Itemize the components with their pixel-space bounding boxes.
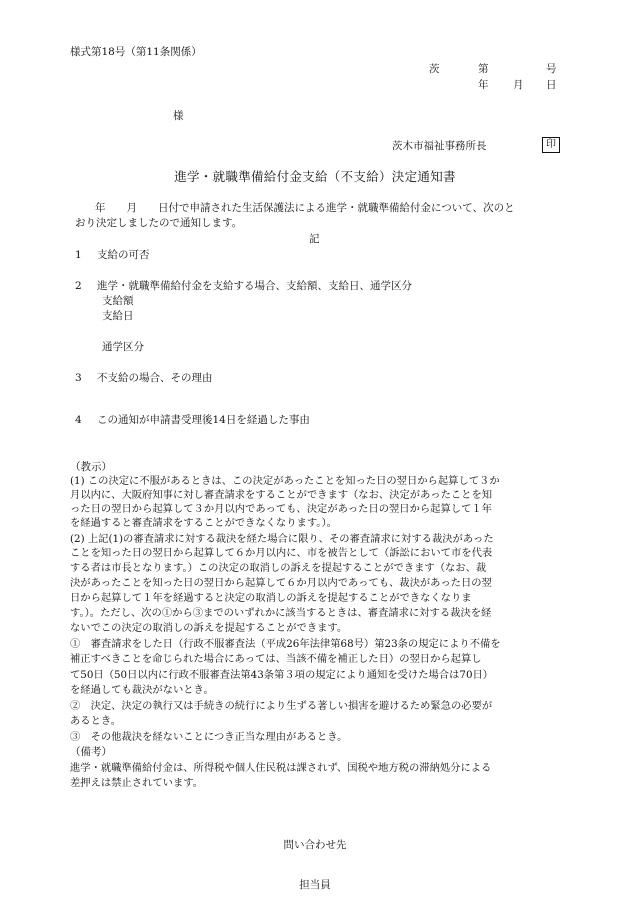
payment-date-label: 支給日: [102, 310, 134, 322]
document-title: 進学・就職準備給付金支給（不支給）決定通知書: [174, 169, 456, 184]
kyoji-line: ないでこの決定の取消しの訴えを提起することができます。: [70, 622, 348, 634]
kyoji-line: った日の翌日から起算して３か月以内であっても、決定があった日の翌日から起算して１年: [70, 503, 492, 515]
header-city-prefix: 茨: [429, 63, 440, 75]
kyoji-line: (2) 上記(1)の審査請求に対する裁決を経た場合に限り、その審査請求に対する裁決があった: [70, 533, 494, 545]
header-year: 年: [478, 79, 489, 91]
amount-label: 支給額: [102, 295, 134, 307]
item-1-text: 支給の可否: [97, 249, 150, 261]
kyoji-line: を経過しても裁決がないとき。: [70, 684, 214, 696]
issuer: 茨木市福祉事務所長: [392, 140, 487, 152]
kyoji-line: 月以内に、大阪府知事に対し審査請求をすることができます（なお、決定があったことを知: [70, 489, 493, 501]
kyoji-line: する者は市長となります。）この決定の取消しの訴えを提起することができます（なお、裁: [70, 562, 487, 574]
biko-line-1: 進学・就職準備給付金は、所得税や個人住民税は課されず、国税や地方税の滞納処分による: [70, 762, 492, 774]
recipient-suffix: 様: [173, 110, 184, 122]
item-1-number: 1: [75, 249, 82, 261]
kyoji-line: ことを知った日の翌日から起算して６か月以内に、市を被告として（訴訟において市を代表: [70, 547, 493, 559]
item-3: [75, 371, 213, 385]
biko-line-2: 差押えは禁止されています。: [70, 777, 204, 789]
kyoji-line: す。）。ただし、次の①から③までのいずれかに該当するときは、審査請求に対する裁決を経: [70, 607, 492, 619]
form-number: 様式第18号（第11条関係）: [70, 46, 202, 58]
item-2: [75, 279, 412, 293]
header-dai: 第: [478, 63, 489, 75]
intro-line-2: おり決定しましたので通知します。: [75, 217, 243, 229]
kyoji-line: ③ その他裁決を経ないことにつき正当な理由があるとき。: [70, 731, 348, 743]
kyoji-line: 決があったことを知った日の翌日から起算して６か月以内であっても、裁決があった日の翌: [70, 577, 492, 589]
item-2-text: 進学・就職準備給付金を支給する場合、支給額、支給日、通学区分: [97, 280, 412, 292]
item-1: [75, 248, 150, 262]
kyoji-line: 補正すべきことを命じられた場合にあっては、当該不備を補正した日）の翌日から起算し: [70, 653, 482, 665]
header-go: 号: [546, 63, 557, 75]
kyoji-line: ① 審査請求をした日（行政不服審査法（平成26年法律第68号）第23条の規定により不備を: [70, 638, 501, 650]
intro-line-1: [75, 201, 515, 215]
header-month: 月: [513, 79, 524, 91]
intro-text-1: 年 月 日付で申請された生活保護法による進学・就職準備給付金について、次のと: [95, 202, 515, 214]
kyoji-line: て50日（50日以内に行政不服審査法第43条第３項の規定により通知を受けた場合は70日）: [70, 669, 494, 681]
item-2-number: 2: [75, 280, 82, 292]
kyoji-line: を経過すると審査請求をすることができなくなります。）。: [70, 517, 337, 529]
item-4-text: この通知が申請書受理後14日を経過した事由: [97, 414, 310, 426]
kyoji-line: 日から起算して１年を経過すると決定の取消しの訴えを提起することができなくなりま: [70, 592, 472, 604]
ki-heading: 記: [309, 233, 320, 245]
seal-box: 印: [542, 137, 560, 153]
item-4: [75, 413, 310, 427]
item-4-number: 4: [75, 414, 82, 426]
contact-label: 問い合わせ先: [283, 839, 347, 851]
item-3-text: 不支給の場合、その理由: [97, 372, 213, 384]
kyoji-line: ② 決定、決定の執行又は手続きの続行により生ずる著しい損害を避けるため緊急の必要が: [70, 700, 493, 712]
kyoji-heading: （教示）: [70, 461, 112, 473]
staff-label: 担当員: [299, 879, 331, 891]
kyoji-line: あるとき。: [70, 715, 122, 727]
biko-heading: （備考）: [70, 746, 112, 758]
kyoji-line: (1) この決定に不服があるときは、この決定があったことを知った日の翌日から起算して３か: [70, 475, 500, 487]
item-3-number: 3: [75, 372, 82, 384]
header-day: 日: [546, 79, 557, 91]
school-category-label: 通学区分: [102, 341, 144, 353]
